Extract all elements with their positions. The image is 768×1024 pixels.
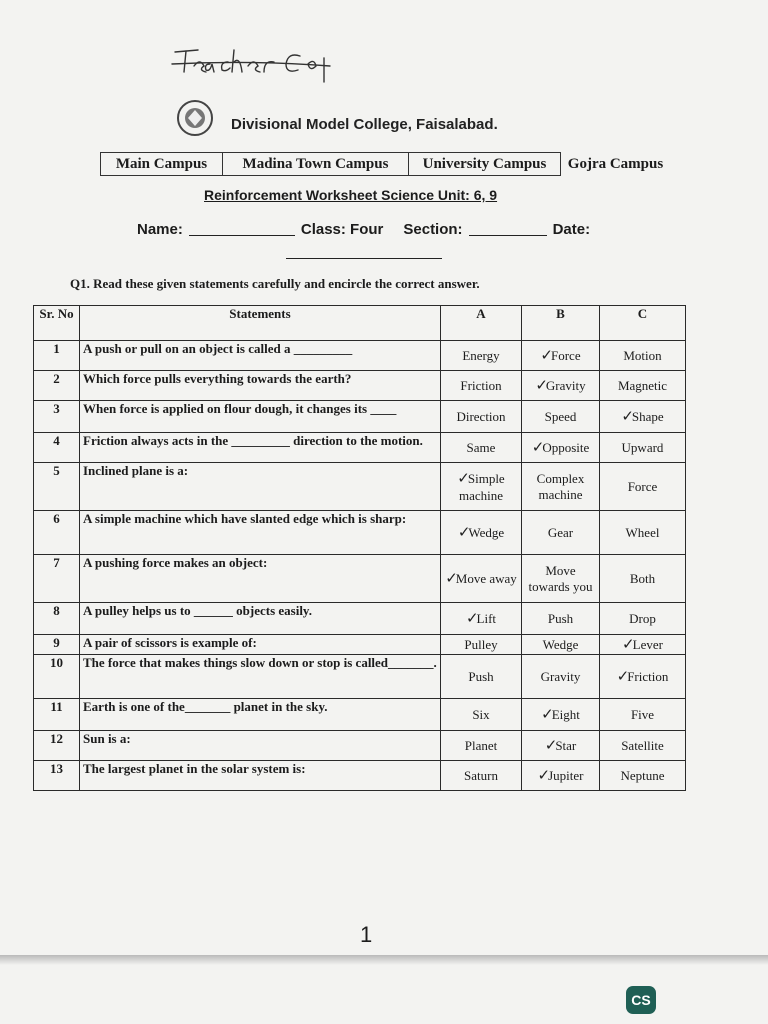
tick-mark-icon: ✓ xyxy=(544,738,558,754)
class-label: Class: Four xyxy=(300,221,384,238)
statement-text xyxy=(80,603,441,635)
option-b xyxy=(522,463,600,511)
option-a-text: Push xyxy=(468,668,494,684)
tick-mark-icon: ✓ xyxy=(457,471,470,487)
camscanner-badge: CS xyxy=(626,986,656,1014)
sr-number-text: 7 xyxy=(53,555,60,570)
option-c xyxy=(600,731,686,761)
table-row xyxy=(34,699,686,731)
table-row xyxy=(34,603,686,635)
sr-number-text: 8 xyxy=(53,603,60,618)
table-row xyxy=(34,555,686,603)
header-option-b: B xyxy=(522,306,600,341)
tick-mark-icon: ✓ xyxy=(531,440,545,456)
option-a xyxy=(441,401,522,433)
statement-text-text: Which force pulls everything towards the earth? xyxy=(83,371,352,386)
sr-number xyxy=(34,433,80,463)
statement-text-text: A pushing force makes an object: xyxy=(83,555,268,570)
statement-text-text: The largest planet in the solar system is: xyxy=(83,761,306,776)
option-c-text: Friction xyxy=(627,669,669,684)
option-c xyxy=(600,341,686,371)
option-b xyxy=(522,511,600,555)
table-row xyxy=(34,655,686,699)
option-c-text: Upward xyxy=(621,439,664,455)
option-b-text: Gravity xyxy=(545,378,586,393)
name-label: Name: xyxy=(137,221,183,238)
option-b-text: Gear xyxy=(547,524,574,540)
option-b-text: Opposite xyxy=(542,440,590,455)
option-b xyxy=(522,433,600,463)
table-row xyxy=(34,433,686,463)
tick-mark-icon: ✓ xyxy=(535,378,548,394)
option-b-text: Jupiter xyxy=(548,768,584,783)
statement-text-text: The force that makes things slow down or stop is called_______. xyxy=(83,655,437,670)
option-a-text: Move away xyxy=(455,571,517,586)
option-c-text: Force xyxy=(627,478,658,494)
page-number: 1 xyxy=(360,922,373,947)
option-c xyxy=(600,603,686,635)
option-a xyxy=(441,731,522,761)
statement-text-text: Inclined plane is a: xyxy=(83,463,189,478)
option-a-text: Direction xyxy=(456,408,506,424)
option-c-text: Neptune xyxy=(620,767,665,783)
statement-text xyxy=(80,401,441,433)
table-row xyxy=(34,341,686,371)
statement-text xyxy=(80,371,441,401)
option-c-text: Motion xyxy=(623,347,662,363)
table-row xyxy=(34,635,686,655)
option-a xyxy=(441,603,522,635)
option-b-text: Wedge xyxy=(542,636,579,652)
option-a-text: Pulley xyxy=(464,636,498,652)
tick-mark-icon: ✓ xyxy=(622,637,635,653)
sr-number xyxy=(34,603,80,635)
sr-number-text: 13 xyxy=(50,761,63,776)
statement-text xyxy=(80,463,441,511)
option-c-text: Satellite xyxy=(621,737,664,753)
worksheet-title: Reinforcement Worksheet Science Unit: 6, 9 xyxy=(204,187,498,203)
tick-mark-icon: ✓ xyxy=(445,571,458,587)
sr-number xyxy=(34,511,80,555)
statement-text xyxy=(80,555,441,603)
sr-number-text: 9 xyxy=(53,635,60,650)
statement-text xyxy=(80,699,441,731)
tick-mark-icon: ✓ xyxy=(457,525,471,541)
option-b xyxy=(522,401,600,433)
campus-gojra: Gojra Campus xyxy=(560,152,670,176)
sr-number-text: 11 xyxy=(50,699,63,714)
option-a xyxy=(441,635,522,655)
statement-text xyxy=(80,635,441,655)
sr-number-text: 6 xyxy=(53,511,60,526)
sr-number xyxy=(34,699,80,731)
option-b xyxy=(522,655,600,699)
sr-number xyxy=(34,655,80,699)
sr-number-text: 2 xyxy=(53,371,60,386)
option-c-text: Wheel xyxy=(625,524,660,540)
statement-text-text: Sun is a: xyxy=(83,731,131,746)
option-a xyxy=(441,699,522,731)
worksheet-table xyxy=(33,305,686,791)
option-c-text: Five xyxy=(630,706,655,722)
table-row xyxy=(34,463,686,511)
option-b xyxy=(522,761,600,791)
option-a-text: Six xyxy=(472,706,490,722)
header-sr-no: Sr. No xyxy=(34,306,80,341)
option-b-text: Move towards you xyxy=(528,562,593,594)
table-row xyxy=(34,511,686,555)
option-b-text: Gravity xyxy=(540,668,581,684)
option-b xyxy=(522,555,600,603)
campus-bar xyxy=(100,152,670,176)
option-b-text: Star xyxy=(555,738,577,753)
date-blank xyxy=(286,258,442,259)
tick-mark-icon: ✓ xyxy=(621,409,634,425)
sr-number xyxy=(34,401,80,433)
option-c-text: Shape xyxy=(631,409,664,424)
table-header-row xyxy=(34,306,686,341)
table-row xyxy=(34,401,686,433)
statement-text xyxy=(80,761,441,791)
option-b xyxy=(522,603,600,635)
sr-number-text: 10 xyxy=(50,655,63,670)
option-a-text: Same xyxy=(466,439,496,455)
statement-text-text: A simple machine which have slanted edge which is sharp: xyxy=(83,511,407,526)
sr-number-text: 1 xyxy=(53,341,60,356)
option-c-text: Both xyxy=(629,570,656,586)
header-option-c: C xyxy=(600,306,686,341)
option-b-text: Eight xyxy=(551,707,580,722)
question-instruction: Q1. Read these given statements carefully and encircle the correct answer. xyxy=(70,276,480,291)
statement-text-text: A push or pull on an object is called a _________ xyxy=(83,341,353,356)
sr-number xyxy=(34,555,80,603)
option-c xyxy=(600,555,686,603)
option-a xyxy=(441,761,522,791)
sr-number xyxy=(34,341,80,371)
sr-number xyxy=(34,761,80,791)
option-b-text: Complex machine xyxy=(536,470,585,502)
sr-number xyxy=(34,635,80,655)
header-option-a: A xyxy=(441,306,522,341)
option-a-text: Planet xyxy=(464,737,498,753)
option-b xyxy=(522,699,600,731)
college-name: Divisional Model College, Faisalabad. xyxy=(231,116,498,133)
option-c xyxy=(600,433,686,463)
statement-text-text: When force is applied on flour dough, it changes its ____ xyxy=(83,401,397,416)
statement-text-text: A pulley helps us to ______ objects easily. xyxy=(83,603,312,618)
table-row xyxy=(34,731,686,761)
option-a-text: Wedge xyxy=(468,525,505,540)
option-b xyxy=(522,371,600,401)
sr-number xyxy=(34,731,80,761)
option-a-text: Friction xyxy=(460,377,502,393)
statement-text xyxy=(80,511,441,555)
handwritten-teacher-copy-note xyxy=(170,42,340,86)
college-seal-logo xyxy=(174,98,216,138)
statement-text xyxy=(80,655,441,699)
option-c-text: Magnetic xyxy=(617,377,668,393)
sr-number-text: 3 xyxy=(53,401,60,416)
sr-number xyxy=(34,463,80,511)
option-a xyxy=(441,511,522,555)
campus-main: Main Campus xyxy=(100,152,222,176)
option-b-text: Speed xyxy=(544,408,577,424)
option-a-text: Saturn xyxy=(464,767,498,783)
section-blank xyxy=(469,221,547,236)
sr-number-text: 5 xyxy=(53,463,60,478)
option-c-text: Drop xyxy=(629,610,656,626)
section-label: Section: xyxy=(403,221,463,238)
table-row xyxy=(34,761,686,791)
option-a xyxy=(441,655,522,699)
option-a-text: Simple machine xyxy=(458,471,505,503)
student-info-row xyxy=(137,221,590,238)
table-row xyxy=(34,371,686,401)
option-b-text: Force xyxy=(550,348,581,363)
option-b xyxy=(522,341,600,371)
name-blank xyxy=(189,221,295,236)
option-a xyxy=(441,341,522,371)
option-a-text: Lift xyxy=(476,611,497,626)
tick-mark-icon: ✓ xyxy=(465,611,479,627)
sr-number-text: 4 xyxy=(53,433,60,448)
sr-number xyxy=(34,371,80,401)
option-c xyxy=(600,655,686,699)
option-a xyxy=(441,433,522,463)
tick-mark-icon: ✓ xyxy=(616,669,630,685)
campus-university: University Campus xyxy=(408,152,560,176)
tick-mark-icon: ✓ xyxy=(537,768,551,784)
tick-mark-icon: ✓ xyxy=(541,707,554,723)
option-c xyxy=(600,463,686,511)
option-c xyxy=(600,635,686,655)
option-a xyxy=(441,555,522,603)
option-c xyxy=(600,371,686,401)
statement-text-text: Earth is one of the_______ planet in the sky. xyxy=(83,699,328,714)
option-c-text: Lever xyxy=(632,637,663,652)
header-statements: Statements xyxy=(80,306,441,341)
sr-number-text: 12 xyxy=(50,731,63,746)
statement-text xyxy=(80,731,441,761)
option-a xyxy=(441,463,522,511)
statement-text xyxy=(80,341,441,371)
statement-text-text: Friction always acts in the _________ direction to the motion. xyxy=(83,433,423,448)
statement-text xyxy=(80,433,441,463)
option-c xyxy=(600,761,686,791)
campus-madina-town: Madina Town Campus xyxy=(222,152,408,176)
option-c xyxy=(600,511,686,555)
option-b xyxy=(522,635,600,655)
option-a-text: Energy xyxy=(462,347,500,363)
option-c xyxy=(600,699,686,731)
date-label: Date: xyxy=(552,221,591,238)
option-a xyxy=(441,371,522,401)
statement-text-text: A pair of scissors is example of: xyxy=(83,635,257,650)
tick-mark-icon: ✓ xyxy=(540,348,553,364)
option-b-text: Push xyxy=(547,610,574,626)
option-c xyxy=(600,401,686,433)
scan-edge-shadow xyxy=(0,955,768,965)
option-b xyxy=(522,731,600,761)
